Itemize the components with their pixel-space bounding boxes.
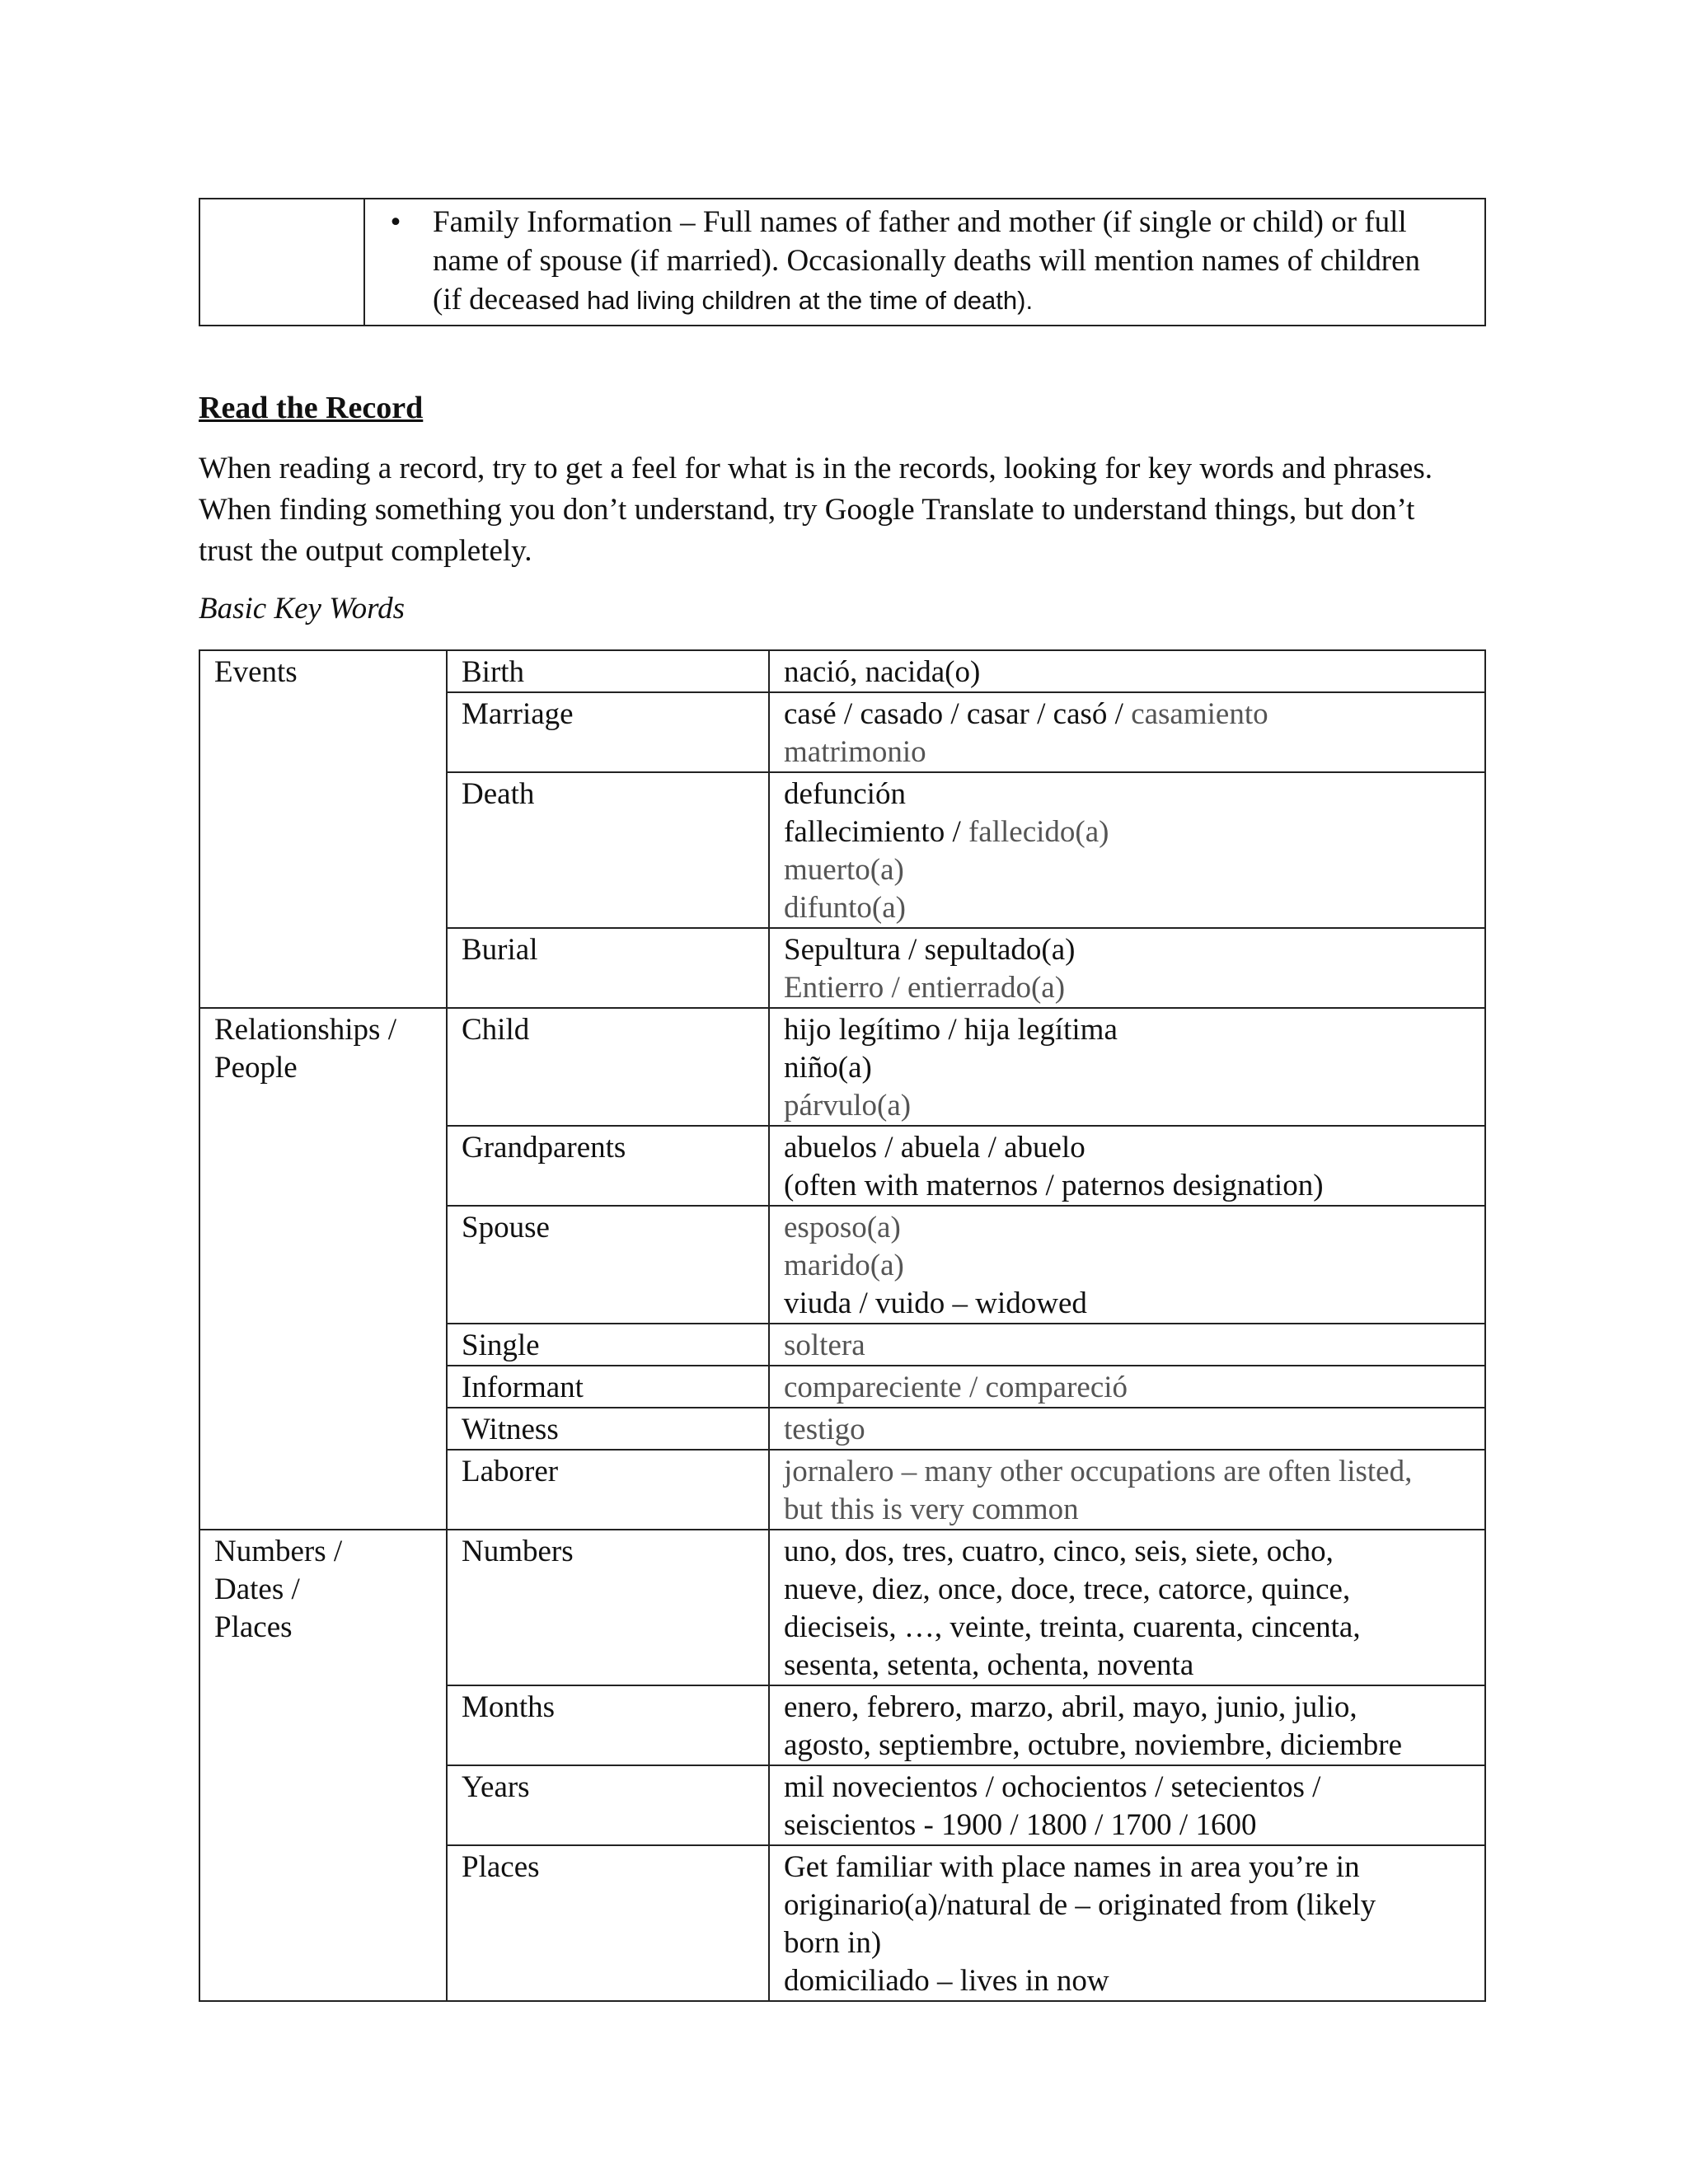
word-segment: Get familiar with place names in area you’re in <box>784 1850 1360 1884</box>
category-label: Relationships / <box>214 1013 396 1047</box>
word-segment: nueve, diez, once, doce, trece, catorce, quince, <box>784 1572 1351 1606</box>
table-row <box>199 1008 1485 1126</box>
word-segment: casé / casado / casar / casó / <box>784 697 1132 731</box>
subheading: Basic Key Words <box>199 592 406 626</box>
term-cell: Years <box>447 1765 769 1845</box>
term-cell: Spouse <box>447 1206 769 1324</box>
word-line <box>784 696 1473 733</box>
word-segment: defunción <box>784 777 906 811</box>
section-heading: Read the Record <box>199 391 424 425</box>
word-segment: but this is very common <box>784 1493 1079 1526</box>
word-line <box>784 889 1473 927</box>
term-cell: Birth <box>447 650 769 692</box>
term-cell: Child <box>447 1008 769 1126</box>
word-line <box>784 1209 1473 1247</box>
word-segment: párvulo(a) <box>784 1089 912 1122</box>
word-segment: abuelos / abuela / abuelo <box>784 1131 1085 1165</box>
term-cell: Months <box>447 1685 769 1765</box>
spanish-words-cell <box>769 1450 1485 1530</box>
term-cell: Burial <box>447 928 769 1008</box>
term-cell: Death <box>447 772 769 928</box>
category-cell-relationships <box>199 1008 447 1530</box>
spanish-words-cell <box>769 1126 1485 1206</box>
word-segment: difunto(a) <box>784 891 906 925</box>
category-label: Places <box>214 1610 293 1644</box>
term-cell: Grandparents <box>447 1126 769 1206</box>
spanish-words-cell <box>769 1685 1485 1765</box>
table-row <box>199 199 1485 326</box>
word-segment: domiciliado – lives in now <box>784 1964 1109 1998</box>
word-segment: sesenta, setenta, ochenta, noventa <box>784 1648 1194 1682</box>
word-segment: (often with maternos / paternos designation) <box>784 1169 1324 1202</box>
document-page <box>199 198 1486 2002</box>
word-line <box>784 1571 1473 1609</box>
category-cell-events <box>199 650 447 1008</box>
word-segment: born in) <box>784 1926 882 1960</box>
table-row <box>199 1530 1485 1685</box>
term-cell: Laborer <box>447 1450 769 1530</box>
word-segment: niño(a) <box>784 1051 872 1085</box>
word-segment: testigo <box>784 1413 865 1446</box>
term-cell: Marriage <box>447 692 769 772</box>
word-segment: marido(a) <box>784 1249 904 1282</box>
word-line <box>784 1769 1473 1807</box>
word-line <box>784 1689 1473 1727</box>
word-line <box>784 1807 1473 1844</box>
word-line <box>784 1962 1473 2000</box>
word-line <box>784 1049 1473 1087</box>
word-segment: Sepultura / sepultado(a) <box>784 933 1076 967</box>
empty-cell <box>199 199 364 326</box>
bullet-cell <box>364 199 1485 326</box>
word-line <box>784 813 1473 851</box>
spanish-words-cell <box>769 1366 1485 1408</box>
word-line <box>784 969 1473 1007</box>
word-segment: viuda / vuido – widowed <box>784 1286 1087 1320</box>
bullet-item <box>390 203 1451 320</box>
word-line <box>784 1129 1473 1167</box>
term-cell: Witness <box>447 1408 769 1450</box>
word-segment: dieciseis, …, veinte, treinta, cuarenta, cincenta, <box>784 1610 1361 1644</box>
category-label: People <box>214 1051 298 1085</box>
category-label: Dates / <box>214 1572 300 1606</box>
spanish-words-cell <box>769 928 1485 1008</box>
category-cell-numbers <box>199 1530 447 2001</box>
word-segment: casamiento <box>1131 697 1268 731</box>
word-line <box>784 1491 1473 1529</box>
intro-paragraph: When reading a record, try to get a feel for what is in the records, looking for key words and phrases. When finding something you don’t understand, try Google Translate to understand things, but don’t trust the output completely. <box>199 452 1432 568</box>
word-line <box>784 1167 1473 1205</box>
word-line <box>784 931 1473 969</box>
term-cell: Numbers <box>447 1530 769 1685</box>
word-segment: seiscientos - 1900 / 1800 / 1700 / 1600 <box>784 1808 1257 1842</box>
word-segment: jornalero – many other occupations are often listed, <box>784 1455 1413 1488</box>
word-segment: Entierro / entierrado(a) <box>784 971 1066 1005</box>
term-cell: Single <box>447 1324 769 1366</box>
word-line <box>784 1727 1473 1765</box>
word-segment: matrimonio <box>784 735 926 769</box>
word-line <box>784 1285 1473 1323</box>
word-line <box>784 1609 1473 1647</box>
word-segment: fallecido(a) <box>968 815 1109 849</box>
word-segment: nació, nacida(o) <box>784 655 981 689</box>
table-row <box>199 650 1485 692</box>
word-line <box>784 1924 1473 1962</box>
category-label: Numbers / <box>214 1535 343 1568</box>
spanish-words-cell <box>769 1530 1485 1685</box>
spanish-words-cell <box>769 692 1485 772</box>
spanish-words-cell <box>769 1408 1485 1450</box>
word-line <box>784 1849 1473 1886</box>
continuation-table <box>199 198 1486 326</box>
word-segment: soltera <box>784 1329 865 1362</box>
key-words-table <box>199 649 1486 2002</box>
spanish-words-cell <box>769 1765 1485 1845</box>
word-line <box>784 1087 1473 1125</box>
word-segment: enero, febrero, marzo, abril, mayo, junio, julio, <box>784 1690 1357 1724</box>
word-segment: uno, dos, tres, cuatro, cinco, seis, siete, ocho, <box>784 1535 1334 1568</box>
spanish-words-cell <box>769 1845 1485 2001</box>
word-line <box>784 1369 1473 1407</box>
spanish-words-cell <box>769 1206 1485 1324</box>
word-line <box>784 1647 1473 1685</box>
word-segment: esposo(a) <box>784 1211 901 1244</box>
category-label: Events <box>214 655 298 689</box>
word-line <box>784 1453 1473 1491</box>
word-line <box>784 1011 1473 1049</box>
spanish-words-cell <box>769 1008 1485 1126</box>
spanish-words-cell <box>769 772 1485 928</box>
word-line <box>784 776 1473 813</box>
word-line <box>784 851 1473 889</box>
word-line <box>784 733 1473 771</box>
word-segment: hijo legítimo / hija legítima <box>784 1013 1118 1047</box>
word-line <box>784 1886 1473 1924</box>
spanish-words-cell <box>769 650 1485 692</box>
word-segment: fallecimiento / <box>784 815 968 849</box>
word-line <box>784 1411 1473 1449</box>
term-cell: Informant <box>447 1366 769 1408</box>
word-line <box>784 654 1473 691</box>
word-line <box>784 1327 1473 1365</box>
bullet-text: Family Information – Full names of father and mother (if single or child) or full name of spouse (if married). Occasionally deaths will mention names of children (if decea <box>433 205 1421 316</box>
bullet-text-tail: sed had living children at the time of death). <box>538 286 1034 315</box>
word-segment: muerto(a) <box>784 853 904 887</box>
word-line <box>784 1533 1473 1571</box>
word-line <box>784 1247 1473 1285</box>
word-segment: compareciente / compareció <box>784 1371 1128 1404</box>
word-segment: agosto, septiembre, octubre, noviembre, diciembre <box>784 1728 1403 1762</box>
term-cell: Places <box>447 1845 769 2001</box>
spanish-words-cell <box>769 1324 1485 1366</box>
word-segment: mil novecientos / ochocientos / setecientos / <box>784 1770 1321 1804</box>
bullet-icon: • <box>390 205 401 239</box>
word-segment: originario(a)/natural de – originated from (likely <box>784 1888 1376 1922</box>
